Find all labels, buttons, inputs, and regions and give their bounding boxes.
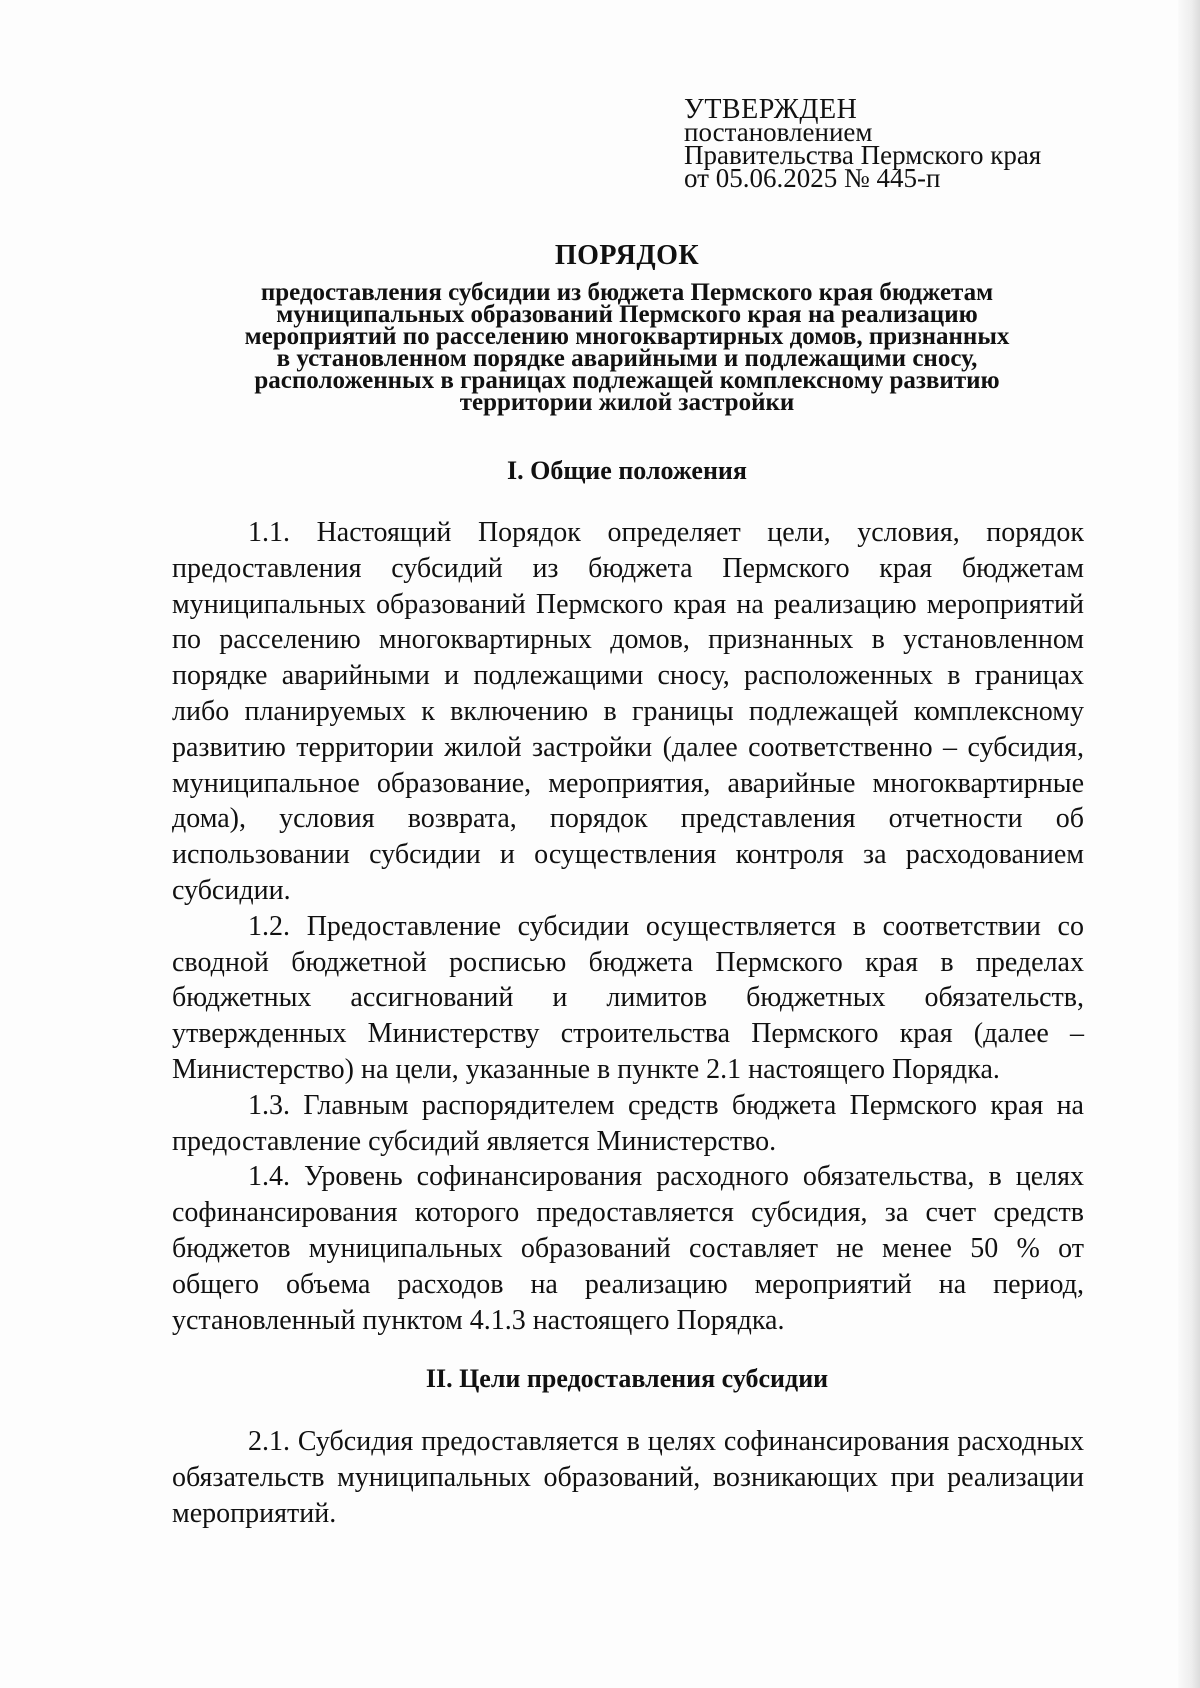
subtitle-line: расположенных в границах подлежащей комплексному развитию <box>254 367 1000 394</box>
paragraph-1-3: 1.3. Главным распорядителем средств бюджета Пермского края на предоставление субсидий является Министерство. <box>172 1089 1084 1157</box>
subtitle-line: в установленном порядке аварийными и подлежащими сносу, <box>276 345 978 372</box>
section-heading-1: I. Общие положения <box>507 456 747 485</box>
document-subtitle <box>150 279 1104 416</box>
paragraph-1-1: 1.1. Настоящий Порядок определяет цели, условия, порядок предоставления субсидий из бюджета Пермского края бюджетам муниципальных образований Пермского края на реализацию мероприятий по расселению многоквартирных домов, признанных в установленном порядке аварийными и подлежащими сносу, расположенных в границах либо планируемых к включению в границы подлежащей комплексному развитию территории жилой застройки (далее соответственно – субсидия, муниципальное образование, мероприятия, аварийные многоквартирные дома), условия возврата, порядок представления отчетности об использовании субсидии и осуществления контроля за расходованием субсидии. <box>172 517 1084 906</box>
subtitle-line: территории жилой застройки <box>459 389 795 416</box>
approval-stamp <box>684 94 1042 193</box>
section-1-body <box>172 515 1084 1338</box>
document-title: ПОРЯДОК <box>554 240 700 271</box>
approval-word: УТВЕРЖДЕН <box>684 94 858 125</box>
scan-edge <box>1178 0 1200 1688</box>
paragraph-2-1: 2.1. Субсидия предоставляется в целях софинансирования расходных обязательств муниципальных образований, возникающих при реализации мероприятий. <box>172 1426 1084 1529</box>
subtitle-line: мероприятий по расселению многоквартирных домов, признанных <box>244 323 1010 350</box>
paragraph-1-2: 1.2. Предоставление субсидии осуществляется в соответствии со сводной бюджетной росписью бюджета Пермского края в пределах бюджетных ассигнований и лимитов бюджетных обязательств, утвержденных Министерству строительства Пермского края (далее – Министерство) на цели, указанные в пункте 2.1 настоящего Порядка. <box>172 910 1084 1085</box>
subtitle-line: муниципальных образований Пермского края на реализацию <box>276 301 978 328</box>
section-2-body <box>172 1424 1084 1531</box>
subtitle-line: предоставления субсидии из бюджета Пермского края бюджетам <box>260 279 994 306</box>
approval-line: от 05.06.2025 № 445-п <box>684 163 941 193</box>
approval-line: постановлением <box>684 117 873 147</box>
approval-line: Правительства Пермского края <box>684 140 1042 170</box>
paragraph-1-4: 1.4. Уровень софинансирования расходного обязательства, в целях софинансирования которого предоставляется субсидия, за счет средств бюджетов муниципальных образований составляет не менее 50 % от общего объема расходов на реализацию мероприятий на период, установленный пунктом 4.1.3 настоящего Порядка. <box>172 1161 1084 1336</box>
section-heading-2: II. Цели предоставления субсидии <box>425 1364 829 1393</box>
